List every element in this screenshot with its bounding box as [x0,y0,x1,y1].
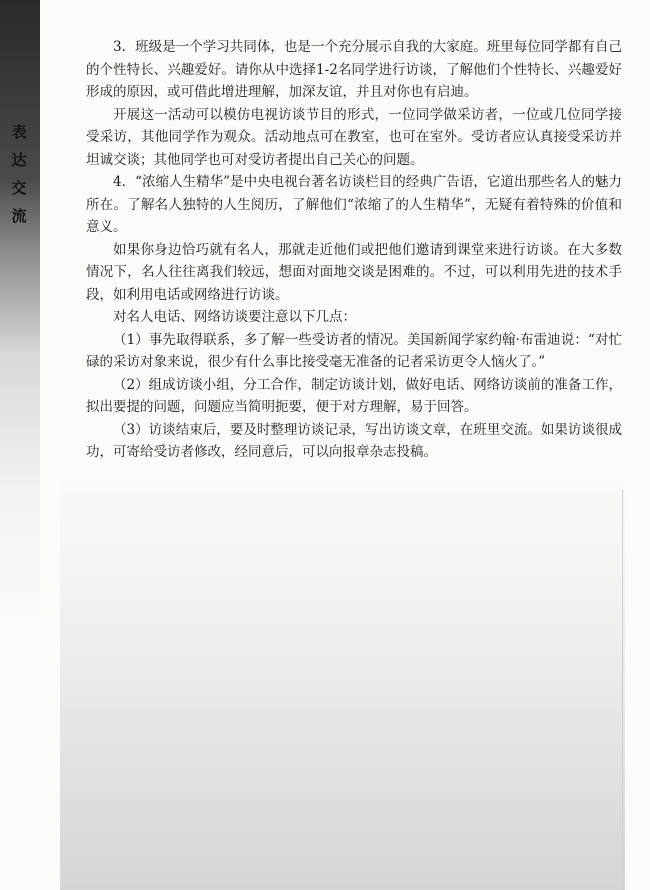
paragraph-item-3: 3．班级是一个学习共同体，也是一个充分展示自我的大家庭。班里每位同学都有自己的个性特长、兴趣爱好。请你从中选择1-2名同学进行访谈，了解他们个性特长、兴趣爱好形成的原因，或可借此增进理解，加深友谊，并且对你也有启迪。 [86,39,622,100]
paragraph-notes-intro: 对名人电话、网络访谈要注意以下几点： [113,309,356,325]
body-text [86,36,622,464]
section-label: 表达交流 [11,123,27,225]
paragraph-note-2: （2）组成访谈小组，分工合作，制定访谈计划，做好电话、网络访谈前的准备工作，拟出要提的问题，问题应当简明扼要，便于对方理解，易于回答。 [86,376,622,415]
paragraph-note-1: （1）事先取得联系，多了解一些受访者的情况。美国新闻学家约翰·布雷迪说：“对忙碌的采访对象来说，很少有什么事比接受毫无准备的记者采访更令人恼火了。” [86,331,622,370]
paragraph-item-4: 4．“浓缩人生精华”是中央电视台著名访谈栏目的经典广告语，它道出那些名人的魅力所在。了解名人独特的人生阅历，了解他们“浓缩了的人生精华”，无疑有着特殊的价值和意义。 [86,174,622,235]
page-edge-line [622,490,623,890]
paragraph-note-3: （3）访谈结束后，要及时整理访谈记录，写出访谈文章，在班里交流。如果访谈很成功，可寄给受访者修改，经同意后，可以向报章杂志投稿。 [86,421,622,460]
scan-shadow [60,470,625,890]
paragraph-activity-format: 开展这一活动可以模仿电视访谈节目的形式，一位同学做采访者，一位或几位同学接受采访，其他同学作为观众。活动地点可在教室，也可在室外。受访者应认真接受采访并坦诚交谈；其他同学也可对受访者提出自己关心的问题。 [86,106,622,168]
paragraph-celebrity-interview: 如果你身边恰巧就有名人，那就走近他们或把他们邀请到课堂来进行访谈。在大多数情况下，名人往往离我们较远，想面对面地交谈是困难的。不过，可以利用先进的技术手段，如利用电话或网络进行访谈。 [86,241,622,303]
